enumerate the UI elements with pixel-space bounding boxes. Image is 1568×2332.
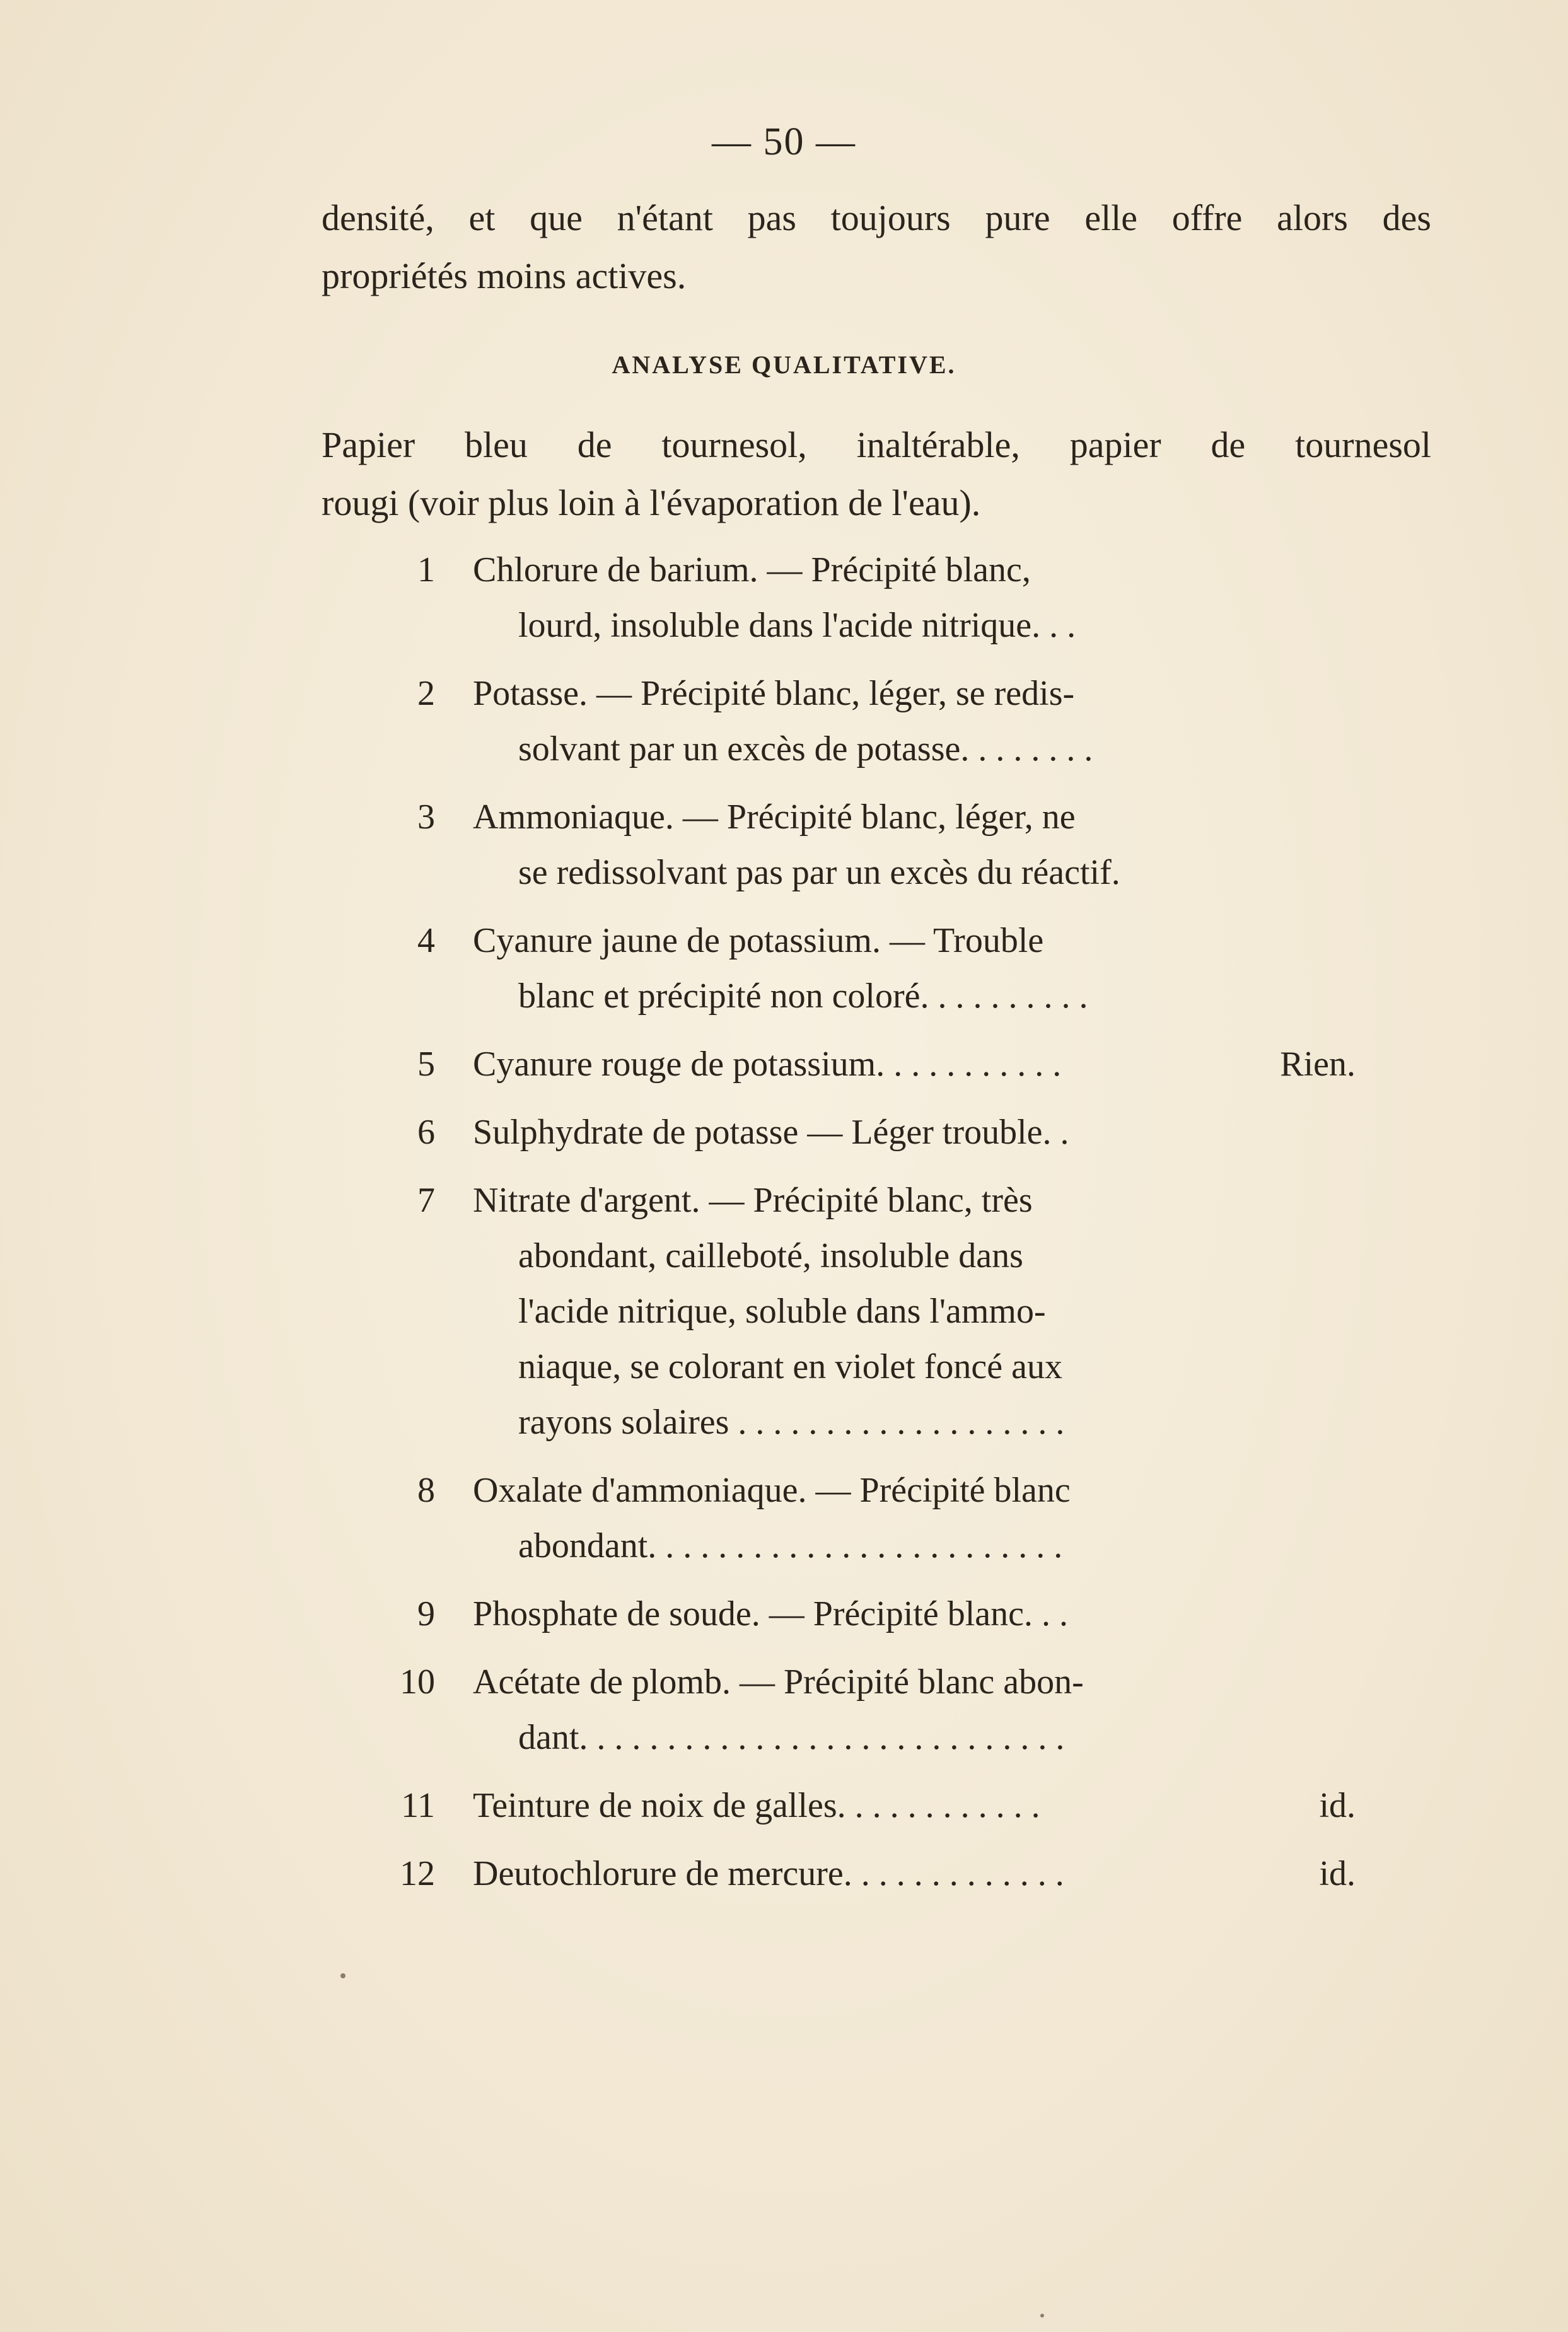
reagent-description — [473, 1173, 1292, 1450]
reagent-description — [473, 1036, 1292, 1092]
reagent-number: 12 — [400, 1854, 435, 1893]
reagent-description — [473, 666, 1292, 777]
reagent-line: Sulphydrate de potasse — Léger trouble. . — [473, 1113, 1069, 1152]
reagent-description — [473, 1654, 1292, 1765]
reagent-number: 9 — [417, 1594, 435, 1633]
reagent-line: Chlorure de barium. — Précipité blanc, — [473, 550, 1031, 589]
reagent-description — [473, 542, 1292, 653]
reagent-number: 3 — [417, 798, 435, 837]
reagent-result: id. — [1319, 1786, 1356, 1825]
reagent-item — [385, 542, 1356, 653]
reagent-line: abondant, cailleboté, insoluble dans — [518, 1236, 1023, 1275]
reagent-line: Cyanure rouge de potassium. . . . . . . . . . . — [473, 1045, 1062, 1084]
reagent-item — [385, 913, 1356, 1024]
reagent-item — [385, 1586, 1356, 1642]
reagent-item — [385, 1778, 1356, 1833]
reagent-line: blanc et précipité non coloré. . . . . . . . . . — [518, 977, 1088, 1016]
reagent-description — [473, 789, 1292, 900]
reagent-item — [385, 1654, 1356, 1765]
reagent-line: Acétate de plomb. — Précipité blanc abon- — [473, 1662, 1084, 1702]
reagent-line: dant. . . . . . . . . . . . . . . . . . . . . . . . . . . . — [518, 1718, 1065, 1757]
reagent-list — [385, 542, 1356, 1914]
reagent-line: Nitrate d'argent. — Précipité blanc, très — [473, 1181, 1033, 1220]
reagent-number: 4 — [417, 921, 435, 960]
reagent-line: Deutochlorure de mercure. . . . . . . . . . . . . — [473, 1854, 1064, 1893]
reagent-line: Teinture de noix de galles. . . . . . . . . . . . — [473, 1786, 1040, 1825]
reagent-result: id. — [1319, 1854, 1356, 1893]
reagent-number: 2 — [417, 674, 435, 713]
reagent-line: Potasse. — Précipité blanc, léger, se redis- — [473, 674, 1075, 713]
reagent-line: Cyanure jaune de potassium. — Trouble — [473, 921, 1044, 960]
page-number-header: — 50 — — [712, 120, 856, 163]
reagent-number: 6 — [417, 1113, 435, 1152]
section-title: ANALYSE QUALITATIVE. — [612, 351, 956, 379]
reagent-description — [473, 1846, 1292, 1901]
reagent-number: 7 — [417, 1181, 435, 1220]
reagent-description — [473, 1586, 1292, 1642]
litmus-line-2: rougi (voir plus loin à l'évaporation de l'eau). — [322, 482, 981, 523]
reagent-item — [385, 1173, 1356, 1450]
reagent-line: l'acide nitrique, soluble dans l'ammo- — [518, 1292, 1046, 1331]
reagent-item — [385, 1846, 1356, 1901]
reagent-description — [473, 1105, 1292, 1160]
intro-line-2: propriétés moins actives. — [322, 255, 687, 296]
reagent-item — [385, 666, 1356, 777]
reagent-description — [473, 1463, 1292, 1574]
reagent-number: 1 — [417, 550, 435, 589]
reagent-number: 10 — [400, 1662, 435, 1702]
reagent-description — [473, 1778, 1292, 1833]
intro-paragraph — [322, 189, 1431, 305]
litmus-line-1: Papier bleu de tournesol, inaltérable, papier de tournesol — [322, 424, 1431, 465]
reagent-line: solvant par un excès de potasse. . . . . . . . — [518, 729, 1093, 769]
reagent-item — [385, 789, 1356, 900]
reagent-item — [385, 1036, 1356, 1092]
reagent-line: abondant. . . . . . . . . . . . . . . . . . . . . . . . — [518, 1526, 1063, 1565]
reagent-line: rayons solaires . . . . . . . . . . . . . . . . . . . — [518, 1403, 1065, 1442]
paper-speck — [340, 1973, 346, 1978]
reagent-line: Oxalate d'ammoniaque. — Précipité blanc — [473, 1471, 1071, 1510]
intro-line-1: densité, et que n'étant pas toujours pure elle offre alors des — [322, 197, 1431, 238]
paper-speck — [1040, 2314, 1044, 2317]
reagent-line: lourd, insoluble dans l'acide nitrique. . . — [518, 606, 1076, 645]
reagent-line: niaque, se colorant en violet foncé aux — [518, 1347, 1062, 1386]
litmus-paragraph — [322, 416, 1431, 532]
reagent-line: Phosphate de soude. — Précipité blanc. . . — [473, 1594, 1069, 1633]
reagent-line: se redissolvant pas par un excès du réactif. — [518, 853, 1120, 892]
reagent-item — [385, 1463, 1356, 1574]
reagent-result: Rien. — [1280, 1045, 1356, 1084]
reagent-number: 5 — [417, 1045, 435, 1084]
reagent-number: 11 — [401, 1786, 435, 1825]
reagent-item — [385, 1105, 1356, 1160]
reagent-description — [473, 913, 1292, 1024]
reagent-number: 8 — [417, 1471, 435, 1510]
reagent-line: Ammoniaque. — Précipité blanc, léger, ne — [473, 798, 1076, 837]
